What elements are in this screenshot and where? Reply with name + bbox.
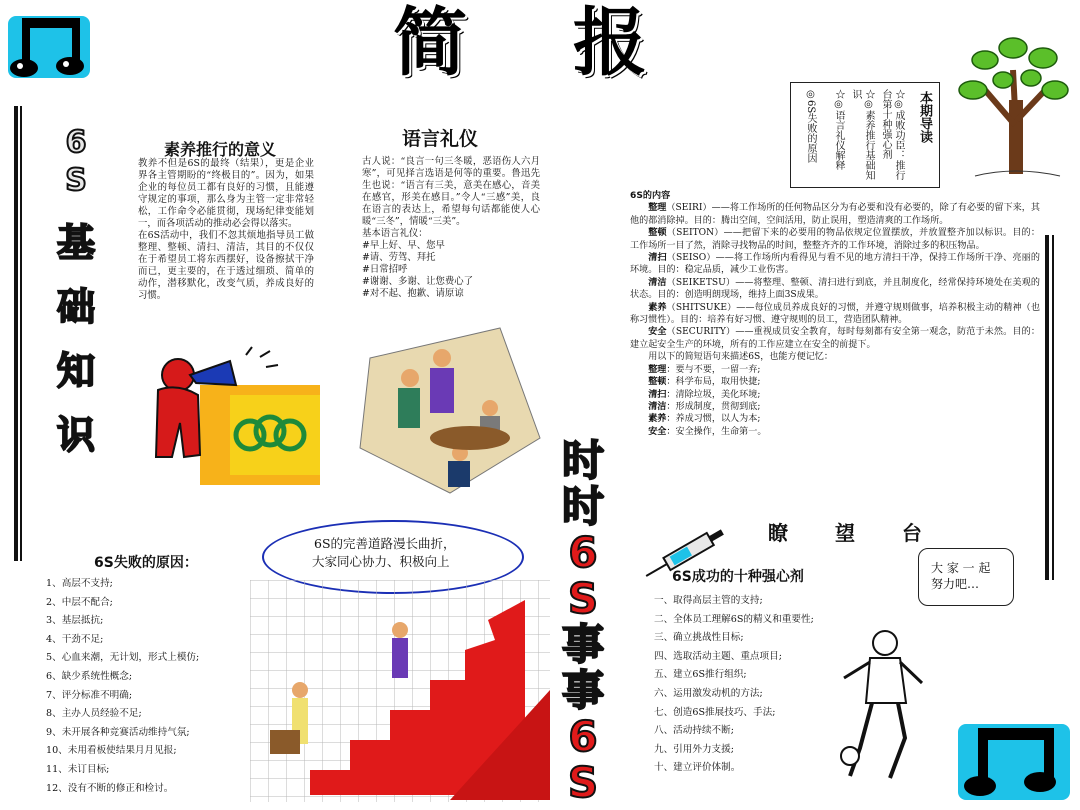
banner-char: 6 <box>65 125 87 160</box>
guide-title: 本期导读 <box>917 91 932 143</box>
term-desc: ——把留下来的必要用的物品依规定位置摆放，并放置整齐加以标识。目的：工作场所一目了然，消除寻找物品的时间，整整齐齐的工作环境，消除过多的积压物品。 <box>630 228 1040 251</box>
list-item: 七、创造6S推展技巧、手法; <box>654 706 776 718</box>
list-item: 5、心血来潮，无计划，形式上模仿; <box>46 652 200 664</box>
bubble-line: 6S的完善道路漫长曲折， <box>314 536 456 551</box>
term-desc: ：养成习惯，以人为本; <box>666 414 761 425</box>
list-item: 基本语言礼仪： <box>362 228 428 239</box>
section3 <box>630 190 1040 438</box>
megaphone-man-illustration <box>140 345 330 495</box>
guide-item: ☆◎语言礼仪解释 <box>833 89 844 170</box>
content-item <box>630 302 1040 327</box>
banner-char: 基 <box>56 221 95 265</box>
decorative-bar <box>20 106 22 561</box>
term: 整理 <box>648 202 667 214</box>
music-note-icon <box>0 10 100 90</box>
term: 素养 <box>648 301 667 313</box>
banner-char: 识 <box>56 413 95 457</box>
guide-item: ◎6S失败的原因 <box>805 89 816 164</box>
guide-item: ☆◎成败功臣：推行台第十种强心剂 <box>880 89 904 180</box>
summary-item <box>630 413 1040 425</box>
term: 整顿 <box>648 376 667 388</box>
term-en: （SEIRI） <box>666 203 712 214</box>
section-title: 素养推行的意义 <box>164 140 277 159</box>
meeting-illustration <box>350 318 546 498</box>
list-item: #早上好、早、您早 <box>362 240 445 251</box>
list-item: 九、引用外力支援; <box>654 743 734 755</box>
term: 整理 <box>648 363 667 375</box>
term: 素养 <box>648 413 667 425</box>
term: 清洁 <box>648 276 667 288</box>
summary-item <box>630 389 1040 401</box>
summary-item <box>630 364 1040 376</box>
soccer-player-illustration <box>830 628 930 788</box>
summary-intro: 用以下的简短语句来描述6S，也能方便记忆： <box>648 352 833 363</box>
term-en: （SEIKETSU） <box>666 277 736 288</box>
banner-char: 6 <box>568 712 598 761</box>
list-item: 八、活动持续不断; <box>654 725 734 737</box>
term-en: （SHITSUKE） <box>666 302 737 313</box>
list-item: 3、基层抵抗; <box>46 615 104 627</box>
banner-char: S <box>567 574 599 623</box>
bubble-line: 大 家 一 起 <box>931 561 991 575</box>
list-item: #谢谢、多谢、让您费心了 <box>362 276 473 287</box>
success-list <box>654 592 854 778</box>
term: 清扫 <box>648 252 667 264</box>
term-desc: ——将整理、整顿、清扫进行到底，并且制度化，经常保持环境处在美观的状态。目的：创造明朗现场，维持上面3S成果。 <box>630 277 1040 301</box>
term-desc: ——将工作场所的任何物品区分为有必要和没有必要的，除了有必要的留下来，其他的都消除掉。目的：腾出空间，空间活用，防止误用，塑造清爽的工作场所。 <box>630 203 1040 226</box>
banner-char: 事 <box>561 620 604 669</box>
section-title: 6S失败的原因： <box>94 555 198 571</box>
list-item: #请、劳驾、拜托 <box>362 252 436 263</box>
content-item <box>630 326 1040 351</box>
section2-body <box>362 156 540 300</box>
list-item: 二、全体员工理解6S的精义和重要性; <box>654 613 814 625</box>
decorative-bar <box>14 106 18 561</box>
list-item: #日常招呼 <box>362 264 408 275</box>
list-item: 10、未用看板使结果月月见报; <box>46 745 177 757</box>
term: 整顿 <box>648 227 667 239</box>
list-item: 六、运用激发动机的方法; <box>654 687 763 699</box>
summary-item <box>630 426 1040 438</box>
paragraph: 教养不但是6S的最终（结果），更是企业界各主管期盼的“终极目的”。因为，如果企业的每位员工都有良好的习惯，且能遵守规定的事项，那么身为主管一定非常轻松，工作命令必能贯彻，现场纪律变能划一，而各项活动的推动必会得以落实。 <box>138 158 314 229</box>
page-title: 简 报 <box>393 0 687 86</box>
guide-box <box>790 82 940 188</box>
term-en: （SEITON） <box>666 228 724 239</box>
center-banner <box>548 436 618 808</box>
failure-list <box>46 575 246 798</box>
teamwork-stairs-illustration <box>250 580 550 802</box>
left-banner <box>46 125 106 480</box>
term-desc: ：安全操作，生命第一。 <box>666 426 767 437</box>
content-item <box>630 202 1040 227</box>
list-item: 四、选取活动主题、重点项目; <box>654 650 782 662</box>
banner-char: 时 <box>561 482 604 531</box>
guide-item: ☆◎素养推行基础知识 <box>850 89 874 180</box>
bubble-line: 大家同心协力、积极向上 <box>312 554 450 569</box>
lookout-title: 瞭 望 台 <box>768 521 942 545</box>
summary-item <box>630 376 1040 388</box>
paragraph: 在6S活动中，我们不忽其烦地指导员工做整理、整顿、清扫、清洁，其目的不仅仅在于希望员工将东西摆好，设备擦拭干净而已，更主要的，在于透过细琐、简单的动作，潜移默化，改变气质，养成良好的习惯。 <box>138 230 314 301</box>
list-item: 三、确立挑战性目标; <box>654 632 744 644</box>
term-desc: ：形成制度，贯彻到底; <box>666 401 761 412</box>
summary-item <box>630 401 1040 413</box>
banner-char: 础 <box>56 285 95 329</box>
content-item <box>630 252 1040 277</box>
list-item: 8、主办人员经验不足; <box>46 708 142 720</box>
term-desc: ：清除垃圾，美化环境; <box>666 389 761 400</box>
list-item: 12、没有不断的修正和检讨。 <box>46 782 174 794</box>
list-item: 11、未订目标; <box>46 763 110 775</box>
tree-icon <box>955 30 1075 180</box>
list-item: 4、干劲不足; <box>46 633 104 645</box>
content-item <box>630 277 1040 302</box>
term-en: （SEISO） <box>666 253 716 264</box>
term-desc: ——将工作场所内看得见与看不见的地方清扫干净，保持工作场所干净、亮丽的环境。目的：稳定品质，减少工业伤害。 <box>630 253 1040 276</box>
list-item: 2、中层不配合; <box>46 596 113 608</box>
paragraph: 古人说：“良言一句三冬暖，恶语伤人六月寒”，可见择言选语是何等的重要。鲁迅先生也说：“语言有三美，意美在感心，音美在感官，形美在感目。”令人“三感”美，良在语言的表达上，希望每句话都能使人心暖“三冬”，情暖“三美”。 <box>362 156 540 227</box>
content-item <box>630 227 1040 252</box>
bubble-line: 努力吧… <box>931 577 980 591</box>
term: 安全 <box>648 326 667 338</box>
list-item: 十、建立评价体制。 <box>654 762 741 774</box>
list-item: 1、高层不支持; <box>46 578 113 589</box>
term-desc: ——每位成员养成良好的习惯，并遵守规则做事，培养积极主动的精神（也称习惯性）。目的：培养有好习惯、遵守规则的员工，营造团队精神。 <box>630 302 1040 326</box>
section-title: 语言礼仪 <box>402 128 479 150</box>
banner-char: 6 <box>568 528 598 577</box>
term-desc: ——重视成员安全教育，每时每刻都有安全第一观念，防范于未然。目的：建立起安全生产的环境，所有的工作应建立在安全的前提下。 <box>630 327 1040 350</box>
term-desc: ：科学布局，取用快捷; <box>666 377 761 388</box>
banner-char: S <box>65 163 87 198</box>
term: 安全 <box>648 425 667 437</box>
banner-char: 知 <box>56 349 95 393</box>
term-desc: ：要与不要，一留一弃; <box>666 364 761 375</box>
term: 清洁 <box>648 400 667 412</box>
decorative-bar <box>1052 235 1054 580</box>
banner-char: 时 <box>561 436 604 485</box>
lookout-bubble <box>918 548 1014 606</box>
list-item: 五、建立6S推行组织; <box>654 669 747 681</box>
list-item: #对不起、抱歉、请原谅 <box>362 288 464 299</box>
list-item: 一、取得高层主管的支持; <box>654 595 763 606</box>
section1-body <box>138 158 314 302</box>
banner-char: 事 <box>561 666 604 715</box>
section-title: 6S成功的十种强心剂 <box>672 569 804 585</box>
list-item: 9、未开展各种竞赛活动维持气氛; <box>46 726 190 738</box>
section-title: 6S的内容 <box>630 191 671 201</box>
term-en: （SECURITY） <box>666 327 736 338</box>
banner-char: S <box>567 758 599 807</box>
list-item: 6、缺少系统性概念; <box>46 670 133 682</box>
decorative-bar <box>1045 235 1049 580</box>
list-item: 7、评分标准不明确; <box>46 689 133 701</box>
music-note-icon <box>948 718 1076 806</box>
term: 清扫 <box>648 388 667 400</box>
